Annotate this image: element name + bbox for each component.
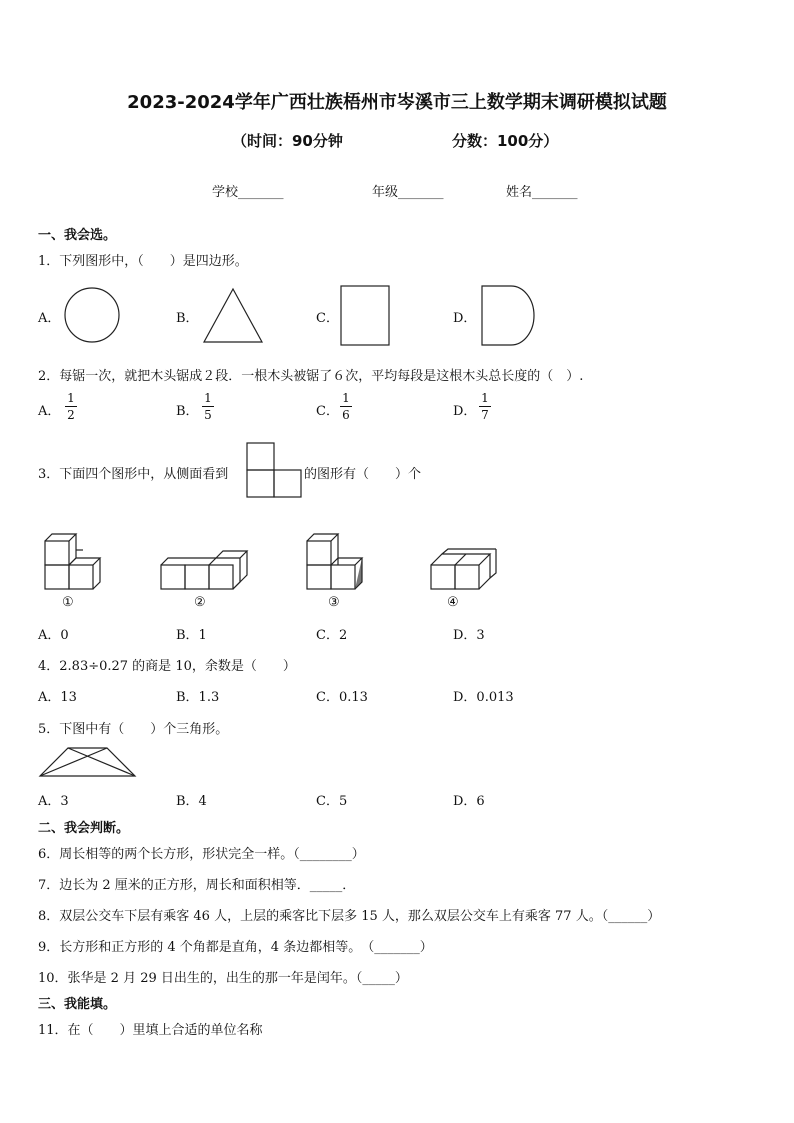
q5-option-c: C．5	[316, 794, 348, 809]
grade-field: 年级_______	[372, 185, 444, 200]
section-heading-3: 三、我能填。	[38, 997, 117, 1012]
question-9: 9．长方形和正方形的 4 个角都是直角，4 条边都相等。 （_______）	[38, 940, 433, 955]
q5-option-b: B．4	[176, 794, 207, 809]
question-6: 6．周长相等的两个长方形，形状完全一样。（________）	[38, 847, 365, 862]
name-field: 姓名_______	[506, 185, 578, 200]
q2-option-c: C．	[316, 404, 339, 419]
q4-option-d: D．0.013	[453, 690, 514, 705]
q5-option-d: D．6	[453, 794, 485, 809]
q4-option-a: A．13	[38, 690, 77, 705]
question-10: 10．张华是 2 月 29 日出生的，出生的那一年是闰年。（_____）	[38, 971, 408, 986]
question-11: 11．在（ ）里填上合适的单位名称	[38, 1023, 263, 1038]
q2-option-a: A．	[38, 404, 61, 419]
figure-label-1: ①	[62, 595, 74, 610]
q1-option-c: C．	[316, 311, 339, 326]
section-heading-1: 一、我会选。	[38, 228, 117, 243]
question-3-prefix: 3．下面四个图形中，从侧面看到	[38, 467, 229, 482]
exam-time: （时间：90分钟	[232, 132, 343, 150]
question-4: 4．2.83÷0.27 的商是 10，余数是（ ）	[38, 659, 296, 674]
exam-score: 分数：100分）	[452, 132, 559, 150]
figure-label-3: ③	[328, 595, 340, 610]
q3-option-c: C．2	[316, 628, 348, 643]
question-3-suffix: 的图形有（ ）个	[304, 467, 422, 482]
question-5: 5．下图中有（ ）个三角形。	[38, 722, 229, 737]
q2-option-b: B．	[176, 404, 199, 419]
q3-option-a: A．0	[38, 628, 69, 643]
q5-option-a: A．3	[38, 794, 69, 809]
q1-option-b: B．	[176, 311, 199, 326]
question-7: 7．边长为 2 厘米的正方形，周长和面积相等．_____．	[38, 878, 356, 893]
question-8: 8．双层公交车下层有乘客 46 人，上层的乘客比下层多 15 人，那么双层公交车上有乘客 77 人。（______）	[38, 909, 661, 924]
page-title: 2023-2024学年广西壮族梧州市岑溪市三上数学期末调研模拟试题	[127, 92, 667, 113]
q4-option-c: C．0.13	[316, 690, 368, 705]
q2-fraction-c: 1 6	[340, 391, 352, 422]
q3-option-d: D．3	[453, 628, 485, 643]
q1-option-a: A．	[38, 311, 61, 326]
figure-label-2: ②	[194, 595, 206, 610]
q2-fraction-b: 1 5	[202, 391, 214, 422]
q3-option-b: B．1	[176, 628, 207, 643]
figure-label-4: ④	[447, 595, 459, 610]
q2-fraction-a: 1 2	[65, 391, 77, 422]
q4-option-b: B．1.3	[176, 690, 220, 705]
q2-fraction-d: 1 7	[479, 391, 491, 422]
q1-option-d: D．	[453, 311, 477, 326]
question-2: 2．每锯一次，就把木头锯成２段．一根木头被锯了６次，平均每段是这根木头总长度的（ ）.	[38, 369, 584, 384]
school-field: 学校_______	[212, 185, 284, 200]
q2-option-d: D．	[453, 404, 477, 419]
question-1: 1．下列图形中，（ ）是四边形。	[38, 254, 248, 269]
section-heading-2: 二、我会判断。	[38, 821, 130, 836]
